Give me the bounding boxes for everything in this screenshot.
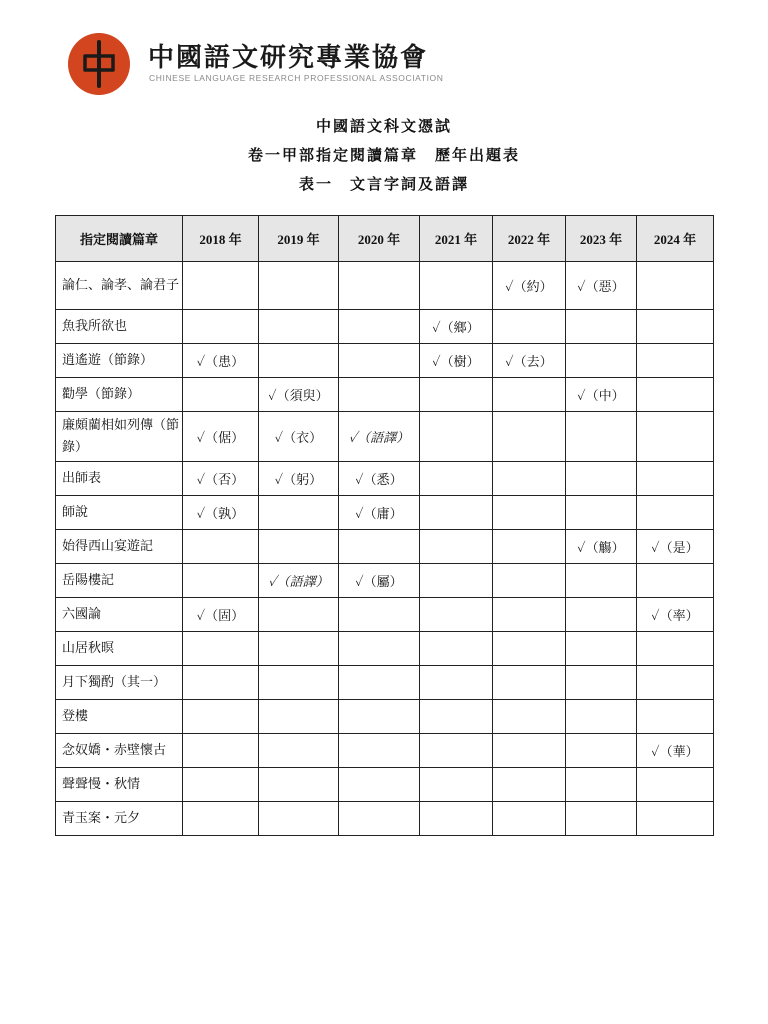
year-cell [259, 378, 339, 412]
chapter-cell: 岳陽樓記 [56, 564, 183, 598]
table-row [56, 496, 714, 530]
year-cell [637, 734, 714, 768]
year-cell [493, 530, 566, 564]
chapter-cell: 勸學（節錄） [56, 378, 183, 412]
year-cell [339, 530, 420, 564]
year-cell [637, 700, 714, 734]
chapter-cell: 師說 [56, 496, 183, 530]
year-cell [259, 564, 339, 598]
chapter-cell: 逍遙遊（節錄） [56, 344, 183, 378]
year-cell [566, 412, 637, 462]
chapter-cell: 登樓 [56, 700, 183, 734]
year-cell [566, 632, 637, 666]
check-mark: ✓（惡） [577, 280, 625, 295]
question-history-table [55, 215, 714, 836]
year-cell [566, 344, 637, 378]
year-cell [339, 700, 420, 734]
year-cell [259, 700, 339, 734]
year-cell [339, 462, 420, 496]
table-row [56, 700, 714, 734]
year-cell [259, 262, 339, 310]
year-cell [493, 310, 566, 344]
year-cell [183, 530, 259, 564]
year-cell [420, 344, 493, 378]
column-header-year: 2021 年 [420, 216, 493, 262]
check-mark: ✓（衣） [274, 431, 323, 446]
year-cell [493, 734, 566, 768]
table-row [56, 598, 714, 632]
table-row [56, 462, 714, 496]
page-header [68, 33, 488, 93]
year-cell [339, 496, 420, 530]
year-cell [420, 378, 493, 412]
chapter-cell: 月下獨酌（其一） [56, 666, 183, 700]
chapter-cell: 念奴嬌・赤壁懷古 [56, 734, 183, 768]
year-cell [566, 598, 637, 632]
year-cell [637, 598, 714, 632]
year-cell [493, 262, 566, 310]
year-cell [183, 802, 259, 836]
check-mark: ✓（是） [651, 541, 699, 556]
chapter-cell: 始得西山宴遊記 [56, 530, 183, 564]
column-header-year: 2020 年 [339, 216, 420, 262]
table-row [56, 768, 714, 802]
year-cell [637, 564, 714, 598]
year-cell [183, 564, 259, 598]
year-cell [339, 262, 420, 310]
year-cell [637, 632, 714, 666]
year-cell [183, 462, 259, 496]
year-cell [183, 700, 259, 734]
year-cell [637, 378, 714, 412]
chapter-cell: 出師表 [56, 462, 183, 496]
year-cell [637, 262, 714, 310]
document-titles [0, 112, 768, 199]
year-cell [493, 412, 566, 462]
title-table: 表一 文言字詞及語譯 [298, 175, 469, 193]
check-mark: ✓（樹） [432, 355, 480, 370]
column-header-year: 2023 年 [566, 216, 637, 262]
column-header-year: 2019 年 [259, 216, 339, 262]
year-cell [339, 412, 420, 462]
year-cell [493, 462, 566, 496]
year-cell [259, 462, 339, 496]
year-cell [420, 700, 493, 734]
year-cell [637, 344, 714, 378]
year-cell [183, 768, 259, 802]
year-cell [183, 598, 259, 632]
year-cell [566, 378, 637, 412]
year-cell [566, 734, 637, 768]
year-cell [637, 802, 714, 836]
year-cell [493, 666, 566, 700]
chapter-cell: 論仁、論孝、論君子 [56, 262, 183, 310]
year-cell [420, 666, 493, 700]
year-cell [420, 496, 493, 530]
year-cell [259, 412, 339, 462]
check-mark: ✓（華） [651, 745, 699, 760]
year-cell [420, 734, 493, 768]
column-header-year: 2024 年 [637, 216, 714, 262]
column-header-year: 2022 年 [493, 216, 566, 262]
year-cell [637, 412, 714, 462]
year-cell [566, 666, 637, 700]
year-cell [420, 768, 493, 802]
table-row [56, 412, 714, 462]
year-cell [259, 802, 339, 836]
year-cell [420, 310, 493, 344]
check-mark: ✓（去） [505, 355, 553, 370]
year-cell [420, 564, 493, 598]
year-cell [420, 412, 493, 462]
year-cell [259, 666, 339, 700]
year-cell [339, 310, 420, 344]
year-cell [183, 666, 259, 700]
year-cell [566, 496, 637, 530]
year-cell [183, 378, 259, 412]
check-mark: ✓（中） [577, 389, 625, 404]
check-mark: ✓（鄉） [432, 321, 480, 336]
table-header-row [56, 216, 714, 262]
check-mark: ✓（率） [651, 609, 699, 624]
check-mark: ✓（語譯） [268, 575, 329, 590]
year-cell [259, 734, 339, 768]
check-mark: ✓（否） [196, 473, 245, 488]
year-cell [493, 700, 566, 734]
year-cell [420, 802, 493, 836]
check-mark: ✓（約） [505, 280, 553, 295]
year-cell [637, 666, 714, 700]
title-section: 卷一甲部指定閱讀篇章 歷年出題表 [247, 146, 520, 164]
chapter-cell: 聲聲慢・秋情 [56, 768, 183, 802]
year-cell [339, 344, 420, 378]
year-cell [339, 598, 420, 632]
year-cell [566, 462, 637, 496]
org-name-english: CHINESE LANGUAGE RESEARCH PROFESSIONAL ASSOCIATION [149, 73, 444, 83]
year-cell [493, 496, 566, 530]
year-cell [637, 310, 714, 344]
table-row [56, 378, 714, 412]
check-mark: ✓（屬） [355, 575, 403, 590]
year-cell [259, 496, 339, 530]
zhong-character-logo-icon [79, 40, 119, 88]
year-cell [566, 530, 637, 564]
year-cell [566, 564, 637, 598]
check-mark: ✓（倨） [196, 431, 245, 446]
year-cell [420, 598, 493, 632]
year-cell [493, 802, 566, 836]
year-cell [493, 378, 566, 412]
year-cell [420, 462, 493, 496]
check-mark: ✓（觴） [577, 541, 625, 556]
year-cell [566, 310, 637, 344]
title-exam: 中國語文科文憑試 [315, 117, 452, 135]
table-row [56, 666, 714, 700]
year-cell [339, 632, 420, 666]
column-header-year: 2018 年 [183, 216, 259, 262]
year-cell [259, 632, 339, 666]
chapter-cell: 六國論 [56, 598, 183, 632]
year-cell [339, 768, 420, 802]
table-row [56, 734, 714, 768]
table-row [56, 344, 714, 378]
check-mark: ✓（須臾） [268, 389, 329, 404]
year-cell [493, 564, 566, 598]
chapter-cell: 魚我所欲也 [56, 310, 183, 344]
check-mark: ✓（語譯） [348, 431, 410, 446]
year-cell [183, 632, 259, 666]
year-cell [183, 262, 259, 310]
year-cell [183, 496, 259, 530]
chapter-cell: 山居秋暝 [56, 632, 183, 666]
year-cell [566, 262, 637, 310]
year-cell [339, 734, 420, 768]
year-cell [637, 462, 714, 496]
table-row [56, 310, 714, 344]
check-mark: ✓（孰） [196, 507, 245, 522]
year-cell [493, 344, 566, 378]
table-row [56, 802, 714, 836]
year-cell [637, 496, 714, 530]
year-cell [566, 768, 637, 802]
table-row [56, 564, 714, 598]
table-row [56, 632, 714, 666]
year-cell [493, 632, 566, 666]
year-cell [420, 530, 493, 564]
association-logo [68, 33, 130, 95]
table-row [56, 530, 714, 564]
year-cell [420, 262, 493, 310]
year-cell [339, 378, 420, 412]
year-cell [566, 700, 637, 734]
year-cell [420, 632, 493, 666]
year-cell [339, 666, 420, 700]
year-cell [183, 412, 259, 462]
year-cell [339, 564, 420, 598]
check-mark: ✓（悉） [355, 473, 403, 488]
year-cell [259, 530, 339, 564]
year-cell [259, 768, 339, 802]
column-header-chapter: 指定閱讀篇章 [56, 216, 183, 262]
chapter-cell: 廉頗藺相如列傳（節錄） [56, 412, 183, 462]
year-cell [183, 310, 259, 344]
year-cell [637, 768, 714, 802]
year-cell [259, 344, 339, 378]
year-cell [259, 598, 339, 632]
org-name-chinese: 中國語文研究專業協會 [148, 43, 429, 73]
year-cell [259, 310, 339, 344]
check-mark: ✓（固） [196, 609, 245, 624]
check-mark: ✓（庸） [355, 507, 403, 522]
year-cell [339, 802, 420, 836]
chapter-cell: 青玉案・元夕 [56, 802, 183, 836]
year-cell [493, 768, 566, 802]
check-mark: ✓（患） [196, 355, 245, 370]
year-cell [183, 734, 259, 768]
table-row [56, 262, 714, 310]
year-cell [493, 598, 566, 632]
check-mark: ✓（躬） [274, 473, 323, 488]
year-cell [183, 344, 259, 378]
year-cell [566, 802, 637, 836]
year-cell [637, 530, 714, 564]
